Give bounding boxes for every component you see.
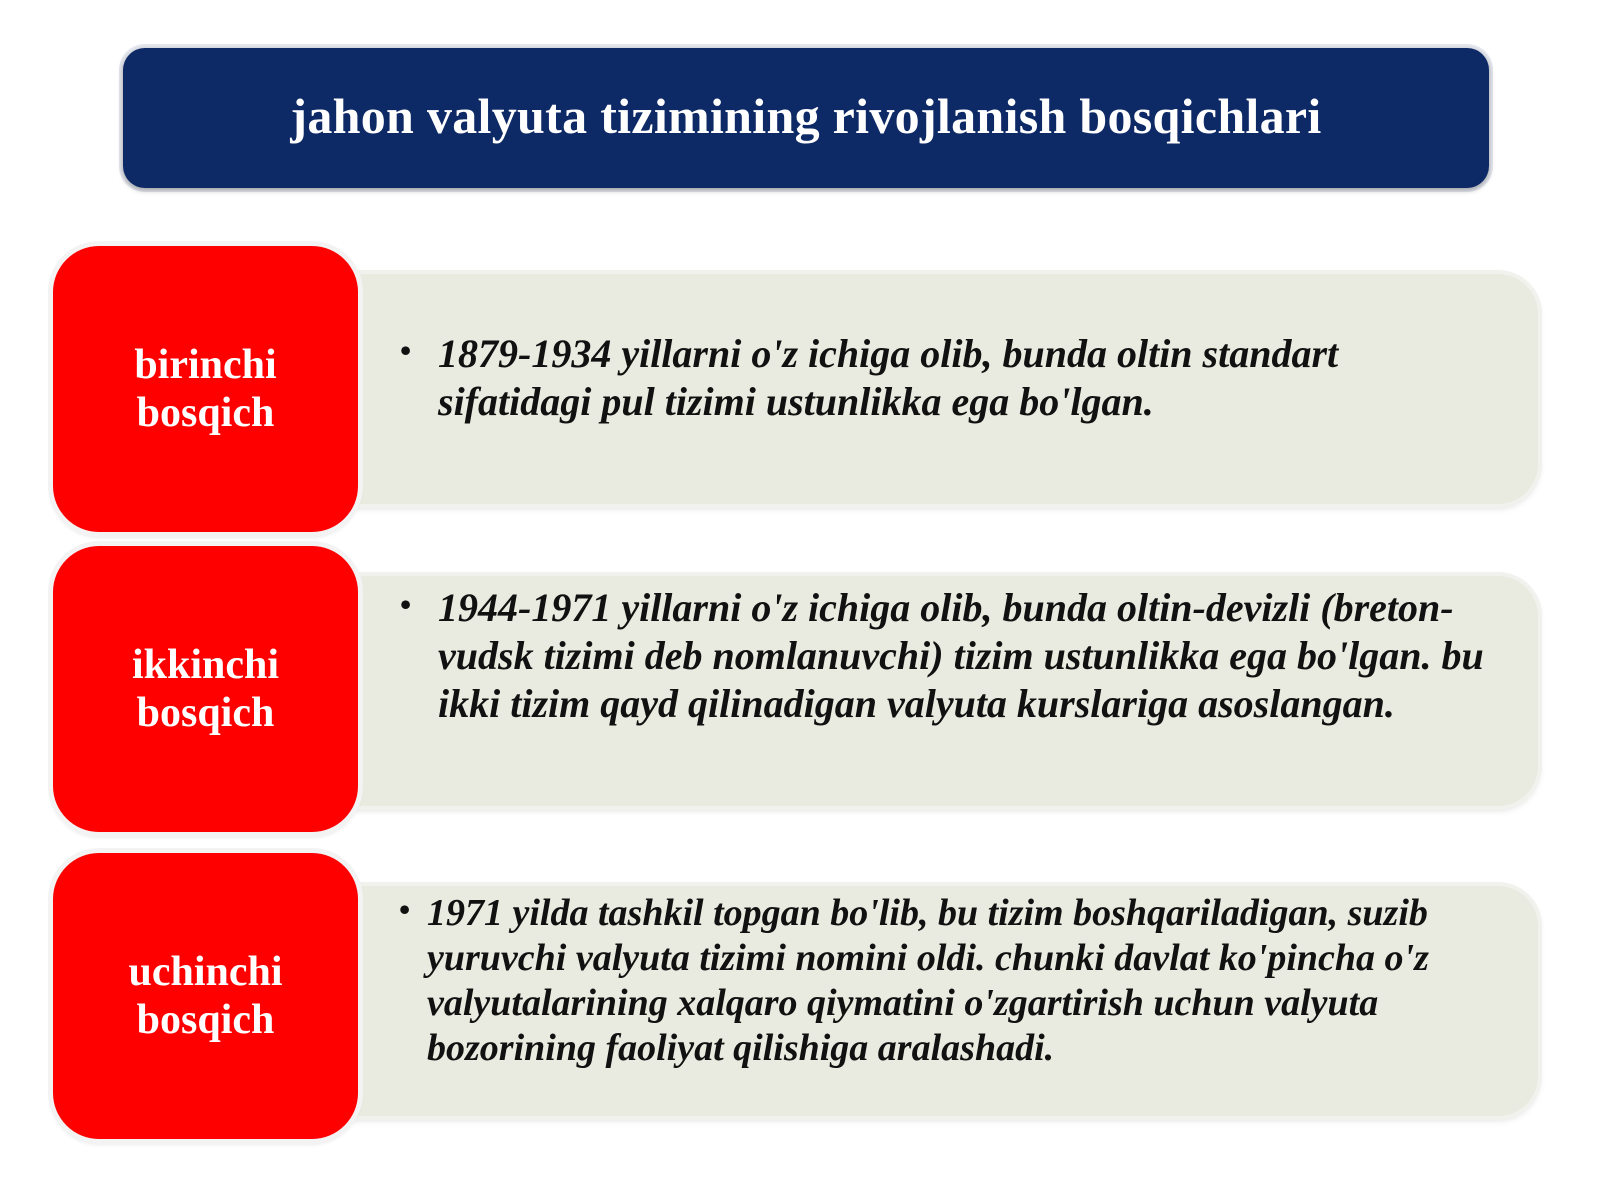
stage-row-2	[0, 546, 1600, 836]
stage-bullet-item	[400, 330, 1498, 426]
stage-label-line2: bosqich	[136, 997, 275, 1043]
stage-description-text: 1971 yilda tashkil topgan bo'lib, bu tizim boshqariladigan, suzib yuruvchi valyuta tizimi nomini oldi. chunki davlat ko'pincha o'z valyutalarining xalqaro qiymatini o'zgartirish uchun valyuta bozorining faoliyat qilishiga aralashadi.	[427, 892, 1429, 1069]
title-banner	[123, 48, 1489, 188]
stage-row-1	[0, 246, 1600, 536]
stage-label-box	[53, 853, 358, 1139]
stage-description-text: 1944-1971 yillarni o'z ichiga olib, bunda oltin-devizli (breton-vudsk tizimi deb nomlanuvchi) tizim ustunlikka ega bo'lgan. bu ikki tizim qayd qilinadigan valyuta kurslariga asoslangan.	[438, 585, 1484, 726]
stage-label-box	[53, 546, 358, 832]
stage-label	[106, 948, 306, 1044]
stage-label-line1: birinchi	[134, 342, 277, 388]
stage-row-3	[0, 853, 1600, 1143]
stage-label-line1: ikkinchi	[131, 642, 280, 688]
stage-bullet-item	[400, 584, 1498, 728]
bullet-icon: •	[399, 891, 411, 927]
stage-label	[106, 341, 306, 437]
stage-description-text: 1879-1934 yillarni o'z ichiga olib, bunda oltin standart sifatidagi pul tizimi ustunlikka ega bo'lgan.	[438, 331, 1339, 424]
bullet-icon: •	[400, 332, 412, 368]
stage-label-line2: bosqich	[136, 690, 275, 736]
bullet-icon: •	[400, 586, 412, 622]
stage-label-line2: bosqich	[136, 390, 275, 436]
stage-bullet-list	[399, 891, 1507, 1071]
stage-bullet-list	[400, 330, 1498, 426]
slide-title: jahon valyuta tizimining rivojlanish bosqichlari	[290, 88, 1322, 144]
stage-label	[106, 641, 306, 737]
stage-label-box	[53, 246, 358, 532]
stage-bullet-item	[399, 891, 1507, 1071]
stage-label-line1: uchinchi	[128, 949, 283, 995]
stage-bullet-list	[400, 584, 1498, 728]
